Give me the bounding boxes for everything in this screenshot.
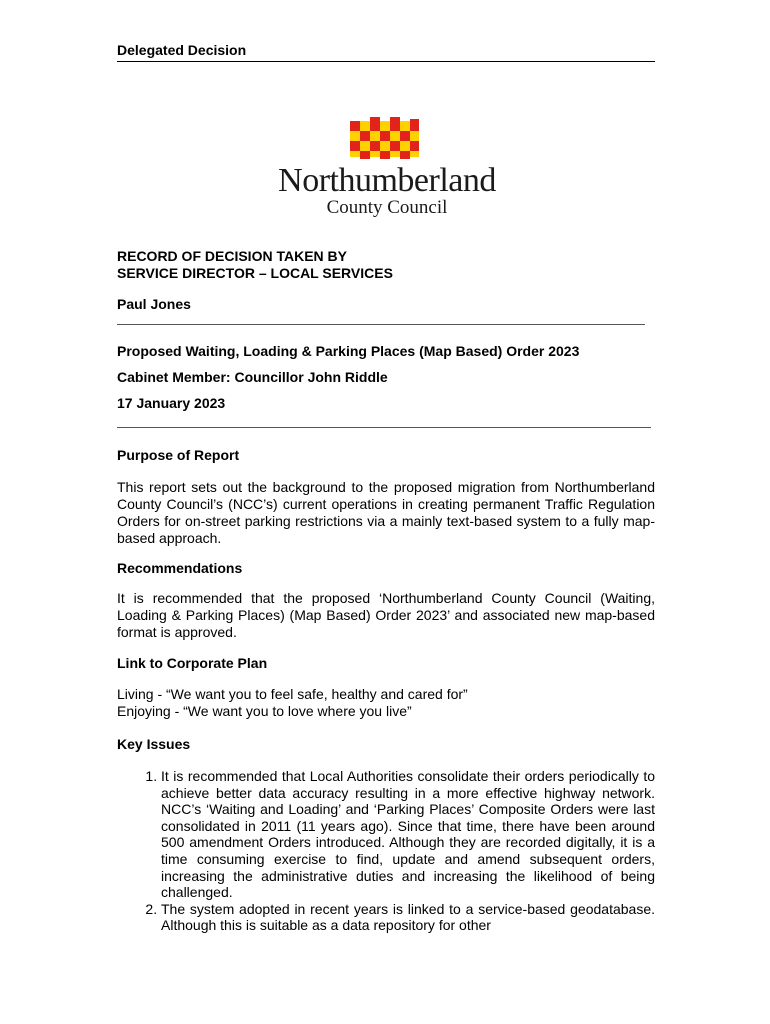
org-subtitle: County Council — [326, 197, 448, 218]
corporate-plan-line-1: Living - “We want you to feel safe, healthy and cared for” — [117, 686, 468, 702]
record-line-2: SERVICE DIRECTOR – LOCAL SERVICES — [117, 265, 393, 281]
list-item: 1. It is recommended that Local Authorities consolidate their orders periodically to achieve better data accuracy resulting in a more effective highway network. NCC’s ‘Waiting and Loading’ and ‘Parking Places’ Composite Orders were last consolidated in 2011 (11 years ago). Since that time, there have been around 500 amendment Orders introduced. Although they are recorded digitally, it is a time consuming exercise to find, update and amend subsequent orders, increasing the administrative duties and increasing the likelihood of being challenged. — [161, 768, 655, 901]
recommendations-heading: Recommendations — [117, 560, 243, 576]
divider — [117, 324, 645, 325]
purpose-text: This report sets out the background to the proposed migration from Northumberland County Council’s (NCC’s) current operations in creating permanent Traffic Regulation Orders for on-street parking restrictions via a mainly text-based system to a fully map-based approach. — [117, 479, 655, 546]
cabinet-member: Cabinet Member: Councillor John Riddle — [117, 369, 388, 385]
corporate-plan-heading: Link to Corporate Plan — [117, 655, 268, 671]
decision-date: 17 January 2023 — [117, 395, 226, 411]
key-issues-heading: Key Issues — [117, 736, 191, 752]
decision-title: Proposed Waiting, Loading & Parking Places (Map Based) Order 2023 — [117, 343, 580, 359]
key-issues-list — [117, 768, 655, 934]
purpose-heading: Purpose of Report — [117, 447, 240, 463]
corporate-plan-line-2: Enjoying - “We want you to love where you live” — [117, 703, 412, 719]
divider — [117, 427, 651, 428]
list-item: 2. The system adopted in recent years is linked to a service-based geodatabase. Although this is suitable as a data repository for other — [161, 901, 655, 934]
recommendations-text: It is recommended that the proposed ‘Northumberland County Council (Waiting, Loading & Parking Places) (Map Based) Order 2023’ and associated new map-based format is approved. — [117, 590, 655, 640]
author-name: Paul Jones — [117, 296, 191, 312]
org-name: Northumberland — [278, 162, 496, 199]
record-line-1: RECORD OF DECISION TAKEN BY — [117, 248, 347, 264]
record-heading — [117, 248, 393, 282]
header-label: Delegated Decision — [117, 42, 655, 62]
corporate-plan-text — [117, 686, 655, 720]
council-crest-icon — [347, 117, 422, 164]
